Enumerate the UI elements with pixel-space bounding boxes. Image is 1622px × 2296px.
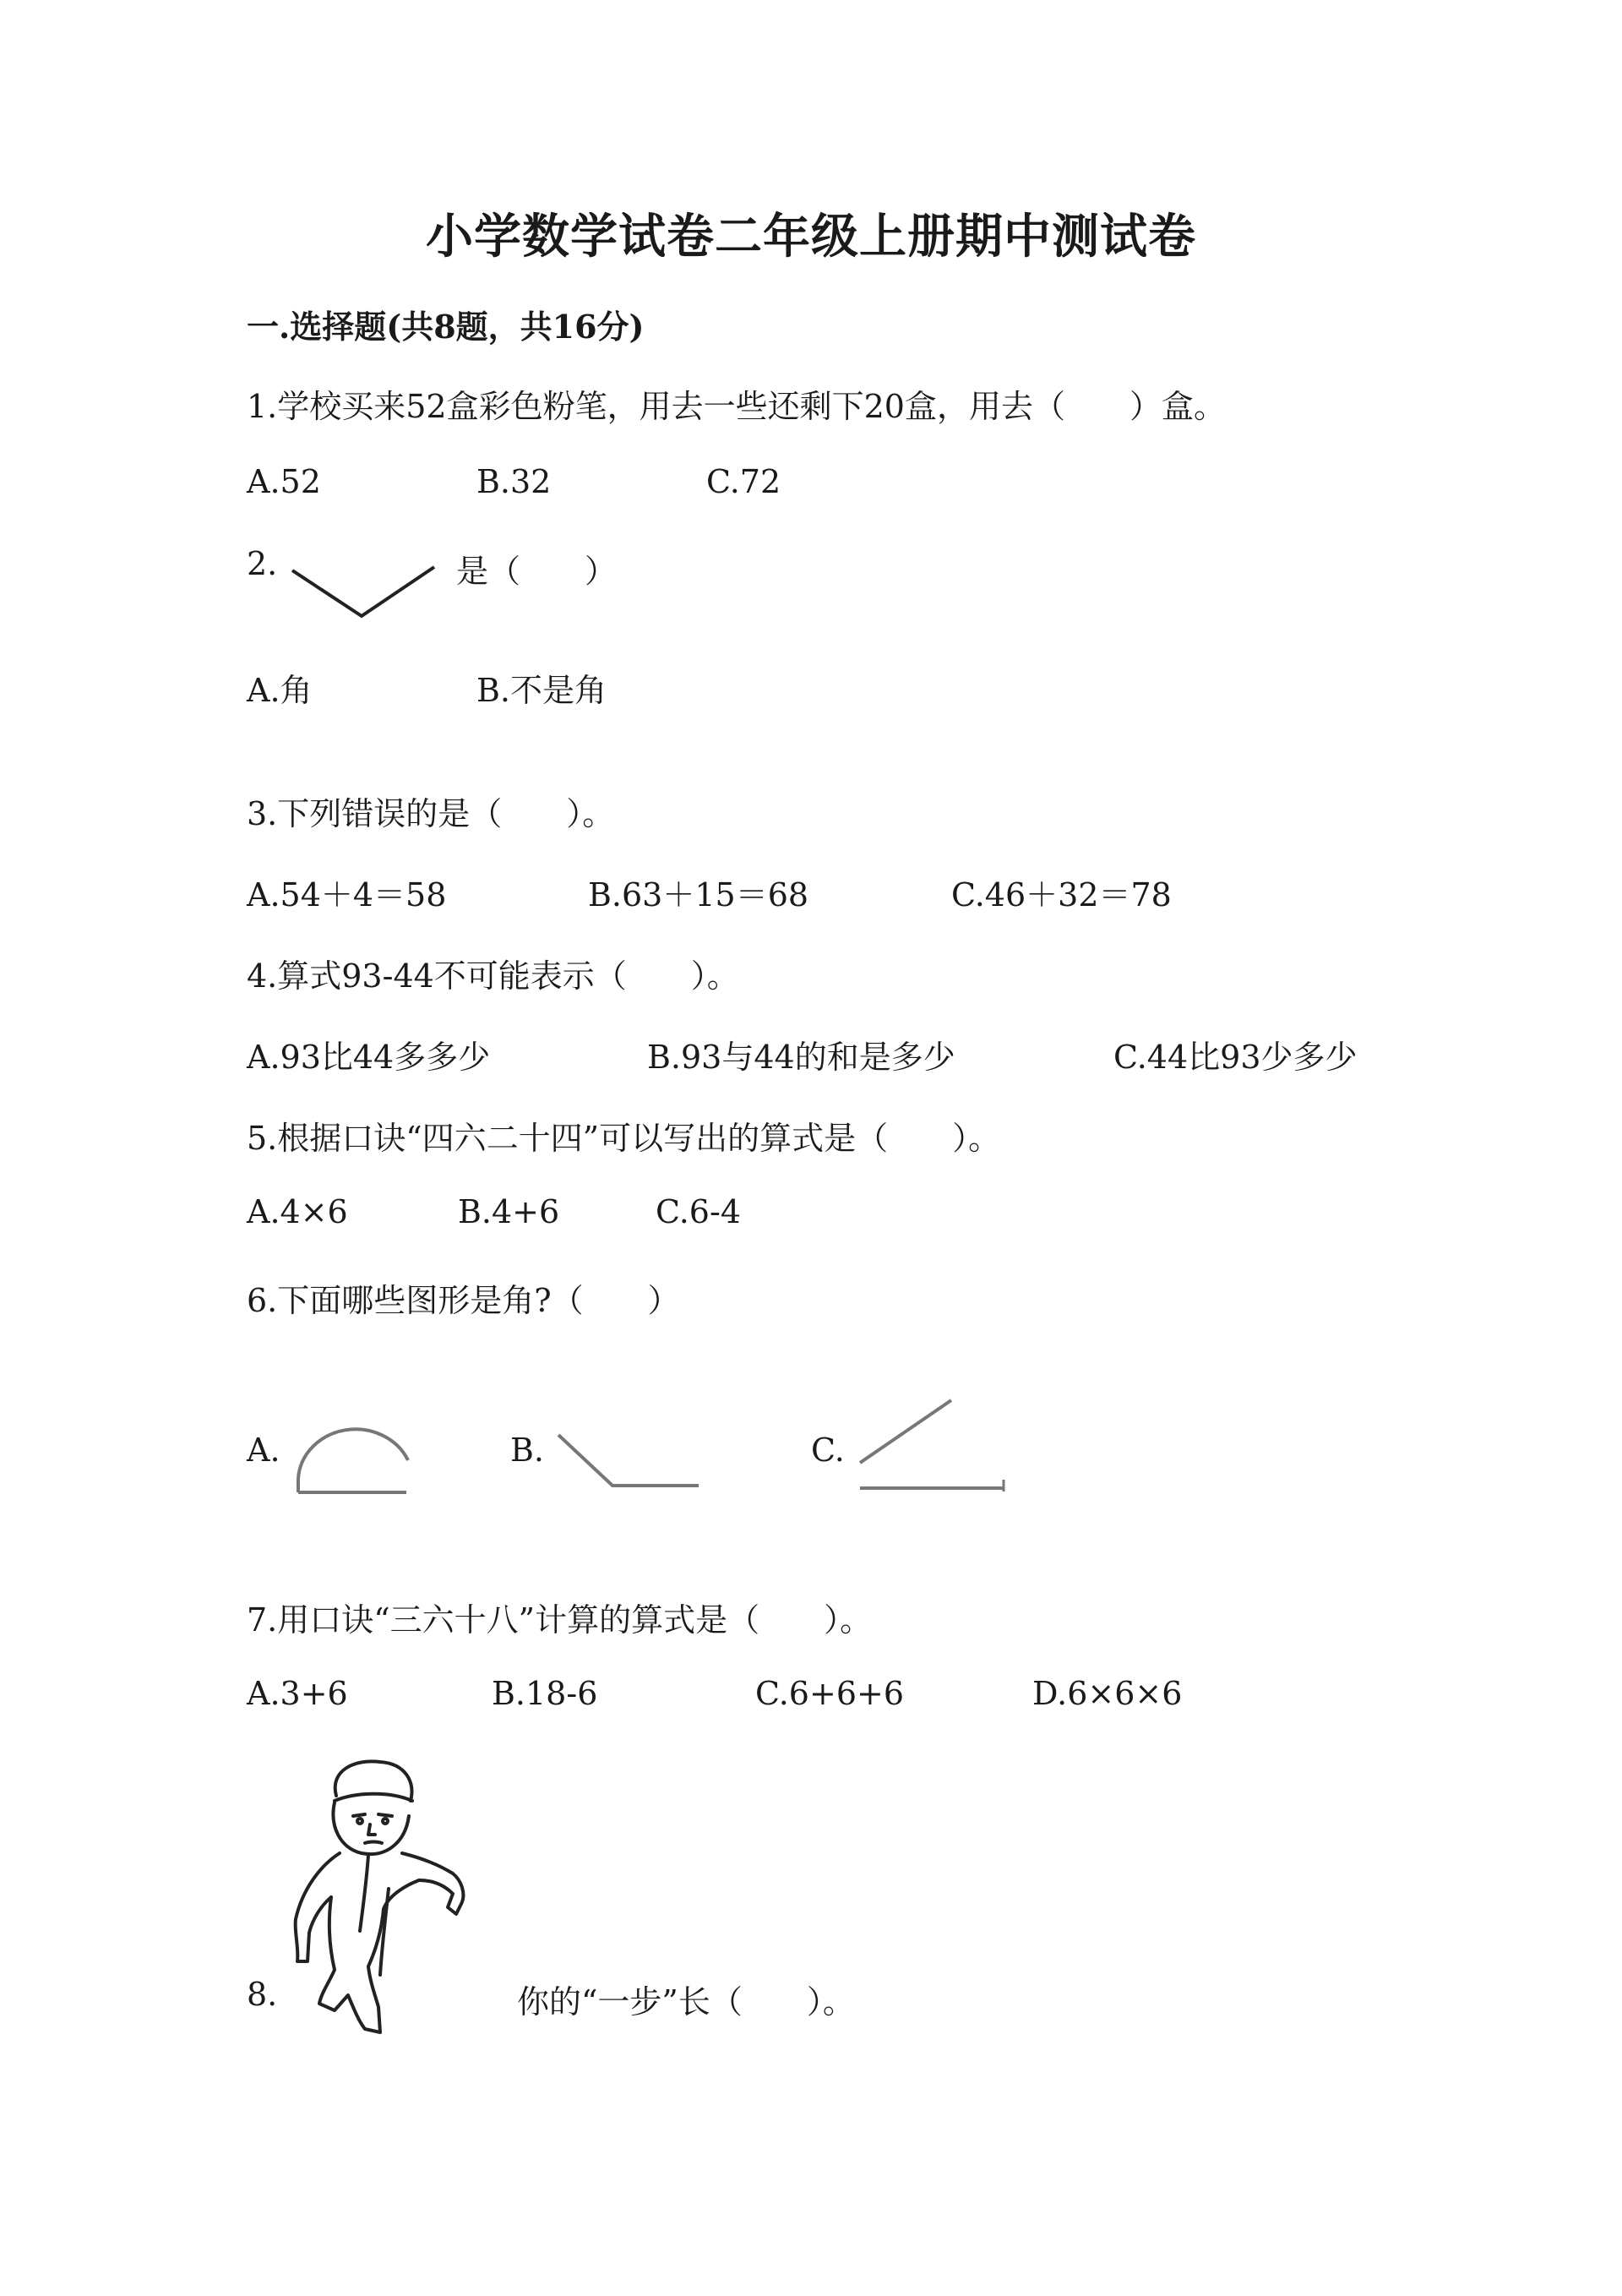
q1-option-a[interactable]: A.52 — [247, 463, 321, 500]
q3-option-c[interactable]: C.46＋32＝78 — [951, 876, 1172, 913]
q5-option-c[interactable]: C.6-4 — [656, 1193, 741, 1230]
question-1: 1.学校买来52盒彩色粉笔，用去一些还剩下20盒，用去（ ）盒。 — [247, 388, 1226, 425]
q4-option-a[interactable]: A.93比44多多少 — [247, 1039, 491, 1076]
q7-option-b[interactable]: B.18-6 — [492, 1675, 598, 1712]
open-angle-icon — [853, 1390, 1014, 1496]
q1-option-b[interactable]: B.32 — [476, 463, 552, 500]
q1-option-c[interactable]: C.72 — [706, 463, 781, 500]
q6-option-c[interactable]: C. — [811, 1432, 845, 1469]
question-7: 7.用口诀“三六十八”计算的算式是（ ）。 — [247, 1601, 873, 1639]
bent-line-angle-icon — [553, 1428, 705, 1496]
question-8-number: 8. — [247, 1976, 278, 2013]
q6-option-a[interactable]: A. — [247, 1432, 280, 1469]
walking-child-drawing-icon — [287, 1753, 507, 2049]
q7-option-c[interactable]: C.6+6+6 — [755, 1675, 905, 1712]
q4-option-b[interactable]: B.93与44的和是多少 — [647, 1039, 955, 1076]
q3-option-b[interactable]: B.63＋15＝68 — [588, 876, 809, 913]
q7-option-d[interactable]: D.6×6×6 — [1032, 1675, 1183, 1712]
page-title: 小学数学试卷二年级上册期中测试卷 — [426, 209, 1196, 265]
section-heading: 一.选择题(共8题，共16分) — [247, 308, 645, 346]
q2-option-a[interactable]: A.角 — [247, 672, 313, 709]
question-3: 3.下列错误的是（ ）。 — [247, 795, 615, 832]
question-6: 6.下面哪些图形是角?（ ） — [247, 1282, 680, 1319]
v-shape-figure-icon — [287, 554, 439, 621]
q3-option-a[interactable]: A.54＋4＝58 — [247, 876, 447, 913]
q2-option-b[interactable]: B.不是角 — [476, 672, 607, 709]
question-2-stem: 是（ ） — [456, 553, 618, 590]
question-8-stem: 你的“一步”长（ ）。 — [517, 1983, 855, 2021]
question-4: 4.算式93-44不可能表示（ ）。 — [247, 957, 739, 995]
q5-option-b[interactable]: B.4+6 — [458, 1193, 560, 1230]
question-2-number: 2. — [247, 545, 278, 582]
semicircle-shape-icon — [291, 1420, 418, 1500]
q4-option-c[interactable]: C.44比93少多少 — [1113, 1039, 1358, 1076]
q5-option-a[interactable]: A.4×6 — [247, 1193, 348, 1230]
q6-option-b[interactable]: B. — [510, 1432, 545, 1469]
question-5: 5.根据口诀“四六二十四”可以写出的算式是（ ）。 — [247, 1120, 1001, 1157]
q7-option-a[interactable]: A.3+6 — [247, 1675, 348, 1712]
